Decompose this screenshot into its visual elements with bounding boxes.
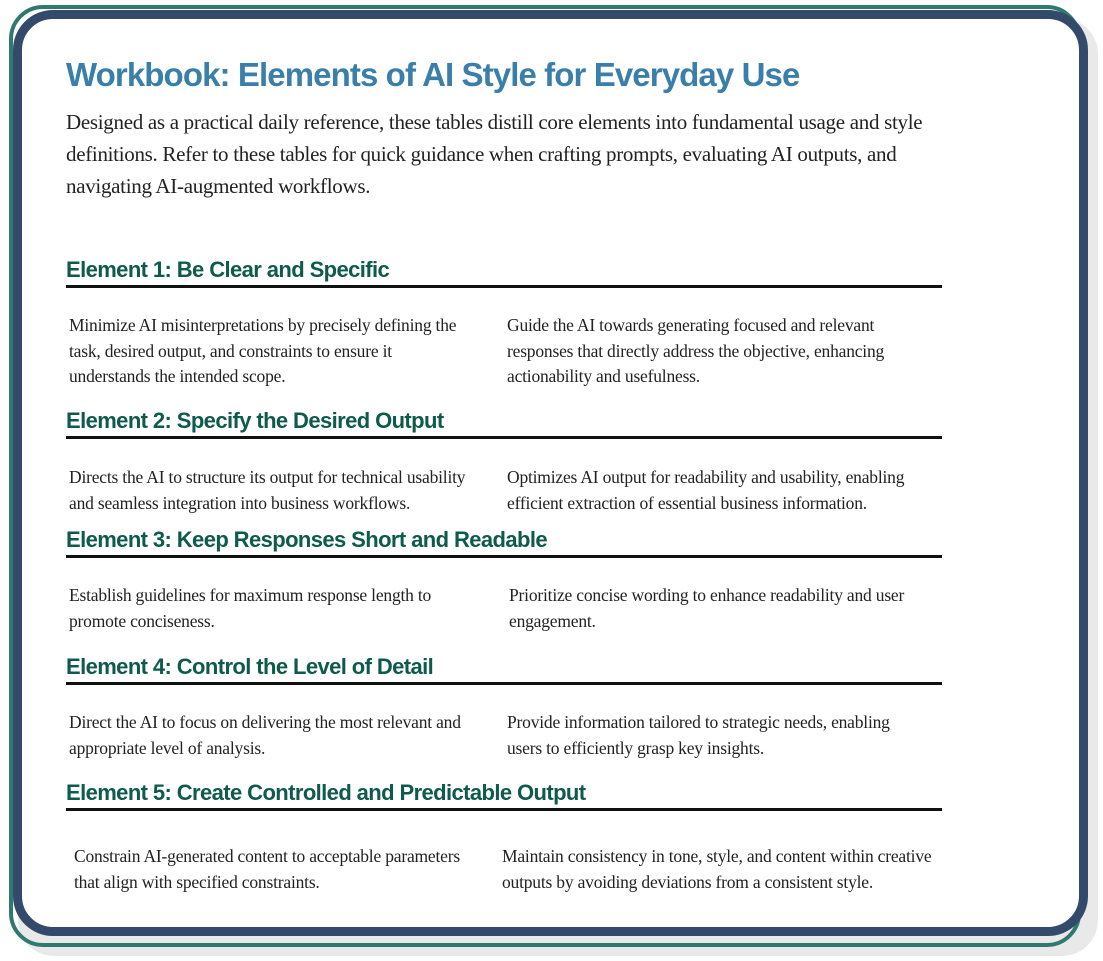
- element-4-heading: Element 4: Control the Level of Detail: [66, 654, 942, 685]
- element-3-heading: Element 3: Keep Responses Short and Readable: [66, 527, 942, 558]
- element-1-usage: Minimize AI misinterpretations by precisely defining the task, desired output, and constraints to ensure it understands the intended scope.: [69, 315, 457, 386]
- element-1-style: Guide the AI towards generating focused and relevant responses that directly address the objective, enhancing actionability and usefulness.: [507, 315, 885, 386]
- element-5-usage: Constrain AI-generated content to acceptable parameters that align with specified constraints.: [74, 846, 460, 892]
- element-4-usage: Direct the AI to focus on delivering the most relevant and appropriate level of analysis.: [69, 712, 461, 758]
- element-5-heading: Element 5: Create Controlled and Predictable Output: [66, 780, 942, 811]
- element-2-style: Optimizes AI output for readability and usability, enabling efficient extraction of essential business information.: [507, 467, 905, 513]
- element-1-heading: Element 1: Be Clear and Specific: [66, 257, 942, 288]
- element-3-style: Prioritize concise wording to enhance readability and user engagement.: [509, 585, 905, 631]
- element-2-heading: Element 2: Specify the Desired Output: [66, 408, 942, 439]
- element-5-style: Maintain consistency in tone, style, and content within creative outputs by avoiding deviations from a consistent style.: [502, 846, 932, 892]
- intro-paragraph: Designed as a practical daily reference, these tables distill core elements into fundamental usage and style definitions. Refer to these tables for quick guidance when crafting prompts, evaluating AI outputs, and navigating AI-augmented workflows.: [66, 110, 923, 198]
- element-4-style: Provide information tailored to strategic needs, enabling users to efficiently grasp key insights.: [507, 712, 890, 758]
- element-3-usage: Establish guidelines for maximum response length to promote conciseness.: [69, 585, 432, 631]
- page-title: Workbook: Elements of AI Style for Everyday Use: [66, 56, 800, 93]
- element-2-usage: Directs the AI to structure its output for technical usability and seamless integration into business workflows.: [69, 467, 466, 513]
